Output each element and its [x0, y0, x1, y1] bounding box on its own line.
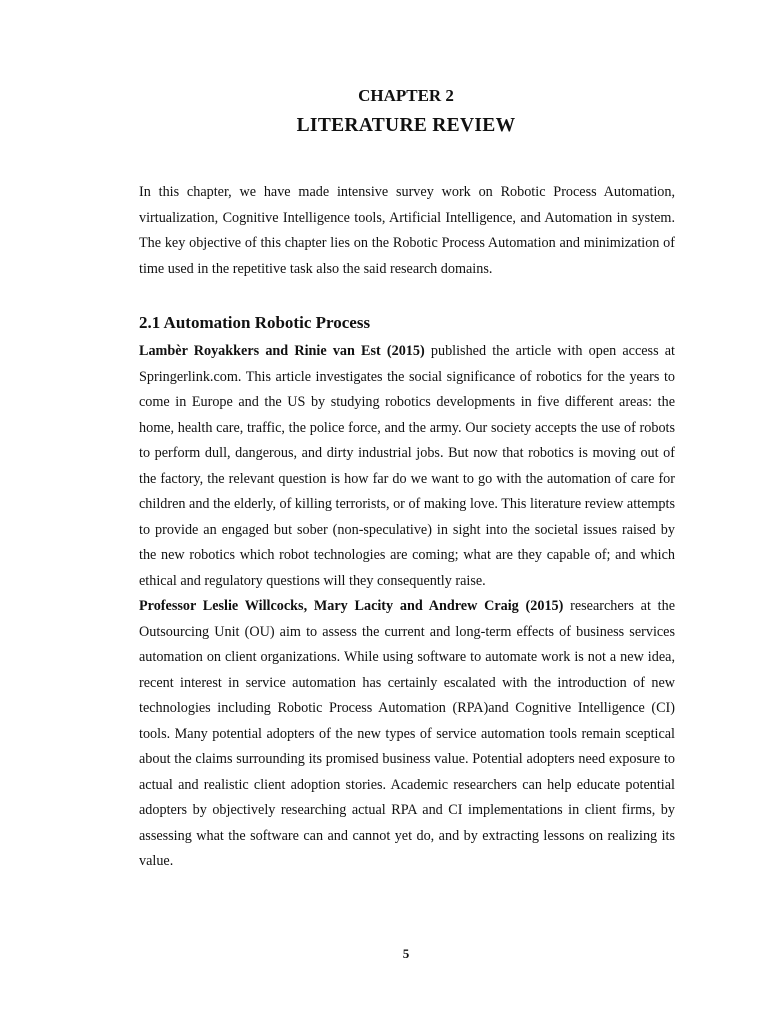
author-citation: Professor Leslie Willcocks, Mary Lacity and Andrew Craig (2015) — [139, 598, 564, 614]
intro-paragraph: In this chapter, we have made intensive survey work on Robotic Process Automation, virtualization, Cognitive Intelligence tools, Artificial Intelligence, and Automation in system. The key objective of this chapter lies on the Robotic Process Automation and minimization of time used in the repetitive task also the said research domains. — [139, 184, 675, 278]
page-number: 5 — [402, 946, 410, 961]
section-heading: 2.1 Automation Robotic Process — [139, 313, 371, 332]
paragraph-text: researchers at the Outsourcing Unit (OU) aim to assess the current and long-term effects of business services automation on client organizations. While using software to automate work is not a new idea, recent interest in service automation has certainly escalated with the introduction of new technologies including Robotic Process Automation (RPA)and Cognitive Intelligence (CI) tools. Many potential adopters of the new types of service automation tools remain sceptical about the claims surrounding its promised business value. Potential adopters need exposure to actual and realistic client adoption stories. Academic researchers can help educate potential adopters by objectively researching actual RPA and CI implementations in client firms, by assessing what the software can and cannot yet do, and by extracting lessons on realizing its value. — [139, 598, 675, 869]
chapter-number: CHAPTER 2 — [358, 86, 454, 105]
paragraph-text: published the article with open access at Springerlink.com. This article investigates the social significance of robotics for the years to come in Europe and the US by studying robotics developments in five different areas: the home, health care, traffic, the police force, and the army. Our society accepts the use of robots to perform dull, dangerous, and dirty industrial jobs. But now that robotics is moving out of the factory, the relevant question is how far do we want to go with the automation of care for children and the elderly, of killing terrorists, or of making love. This literature review attempts to provide an engaged but sober (non-speculative) in sight into the societal issues raised by the new robotics which robot technologies are coming; what are they capable of; and which ethical and regulatory questions will they consequently raise. — [139, 343, 675, 589]
chapter-title: LITERATURE REVIEW — [296, 115, 516, 136]
review-paragraph-1 — [139, 339, 675, 594]
review-paragraph-2 — [139, 594, 675, 875]
section-body — [139, 339, 675, 875]
author-citation: Lambèr Royakkers and Rinie van Est (2015) — [139, 343, 425, 359]
